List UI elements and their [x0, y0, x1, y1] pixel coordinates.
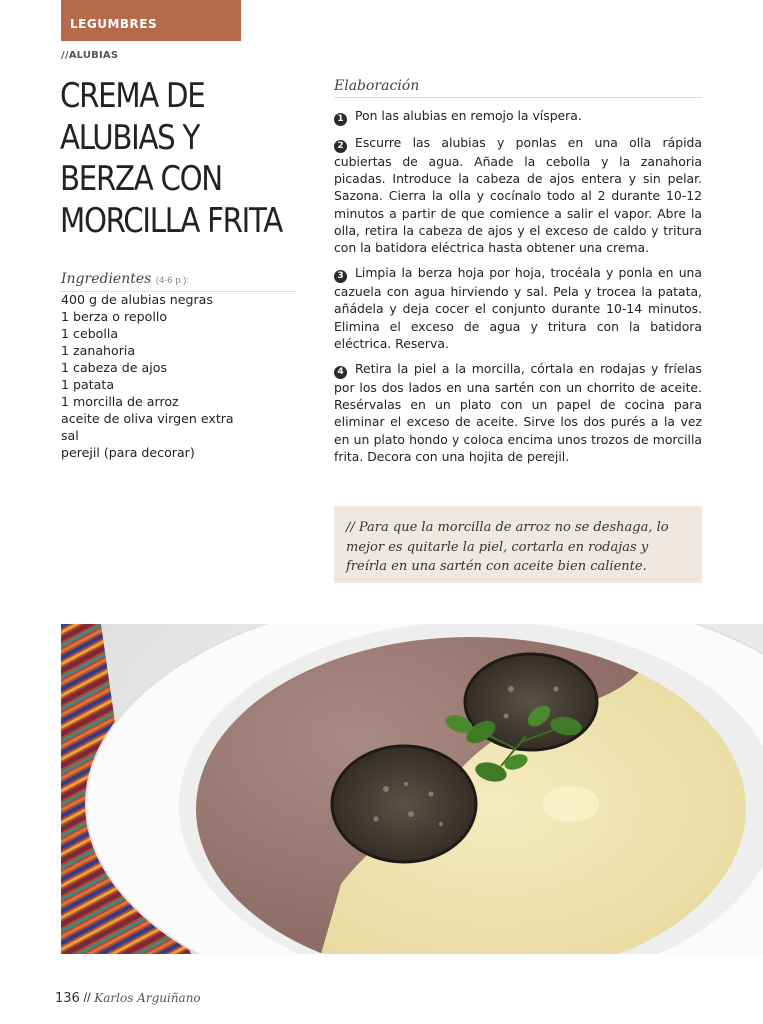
author-name: Karlos Arguiñano: [94, 991, 201, 1005]
ingredient-item: 1 cebolla: [61, 326, 119, 341]
step-number-badge: 4: [334, 366, 347, 379]
footer-separator: //: [79, 990, 95, 1005]
step-item: [334, 360, 702, 465]
ingredient-item: 1 patata: [61, 377, 115, 392]
section-tab: [61, 0, 241, 41]
section-label: LEGUMBRES: [70, 17, 158, 31]
step-item: [334, 134, 702, 256]
ingredient-item: aceite de oliva virgen extra: [61, 411, 234, 426]
ingredient-item: 1 cabeza de ajos: [61, 360, 167, 375]
step-item: [334, 107, 702, 126]
step-item: [334, 264, 702, 352]
step-number-badge: 3: [334, 270, 347, 283]
ingredients-portions: (4-6 p.):: [155, 275, 190, 286]
page-footer: [55, 990, 201, 1006]
morcilla-slice: [332, 746, 476, 862]
step-text: Retira la piel a la morcilla, córtala en rodajas y fríelas por los dos lados en una sartén con un chorrito de aceite. Resérvalas en un plato con un papel de cocina para eliminar el exceso de aceite. Sirve los dos purés a la vez en un plato hondo y coloca encima unos trozos de morcilla frita. Decora con una hojita de perejil.: [334, 361, 702, 464]
ingredient-item: sal: [61, 428, 79, 443]
ingredient-item: 1 morcilla de arroz: [61, 394, 179, 409]
ingredients-header: [61, 270, 296, 292]
elaboration-title: Elaboración: [334, 78, 702, 98]
step-text: Pon las alubias en remojo la víspera.: [355, 108, 582, 123]
tip-box: [334, 506, 702, 583]
ingredient-item: perejil (para decorar): [61, 445, 195, 460]
elaboration-steps: [334, 107, 702, 473]
recipe-title: CREMA DE ALUBIAS Y BERZA CON MORCILLA FRITA: [60, 76, 282, 241]
ingredient-item: 1 berza o repollo: [61, 309, 168, 324]
step-text: Escurre las alubias y ponlas en una olla rápida cubiertas de agua. Añade la cebolla y la zanahoria picadas. Introduce la cabeza de ajos entera y sin pelar. Sazona. Cierra la olla y cocínalo todo al 2 durante 10-12 minutos a partir de que comience a salir el vapor. Abre la olla, retira la cabeza de ajos y el exceso de caldo y tritura con la batidora eléctrica hasta obtener una crema.: [334, 135, 702, 256]
ingredients-title: Ingredientes: [61, 271, 152, 287]
ingredients-list: [61, 291, 234, 461]
step-number-badge: 2: [334, 140, 347, 153]
tip-text: // Para que la morcilla de arroz no se deshaga, lo mejor es quitarle la piel, cortarla en rodajas y freírla en una sartén con aceite bien caliente.: [346, 520, 669, 574]
step-text: Limpia la berza hoja por hoja, trocéala y ponla en una cazuela con agua hirviendo y sal. Pela y trocea la patata, añádela y deja cocer el conjunto durante 10-14 minutos. Elimina el exceso de agua y tritura con la batidora eléctrica. Reserva.: [334, 265, 702, 351]
ingredient-item: 400 g de alubias negras: [61, 292, 213, 307]
step-number-badge: 1: [334, 113, 347, 126]
dish-illustration: [61, 624, 763, 954]
ingredient-item: 1 zanahoria: [61, 343, 136, 358]
page-number: 136: [55, 991, 80, 1006]
subsection-label: //ALUBIAS: [61, 50, 119, 61]
dish-photo: [61, 624, 763, 954]
